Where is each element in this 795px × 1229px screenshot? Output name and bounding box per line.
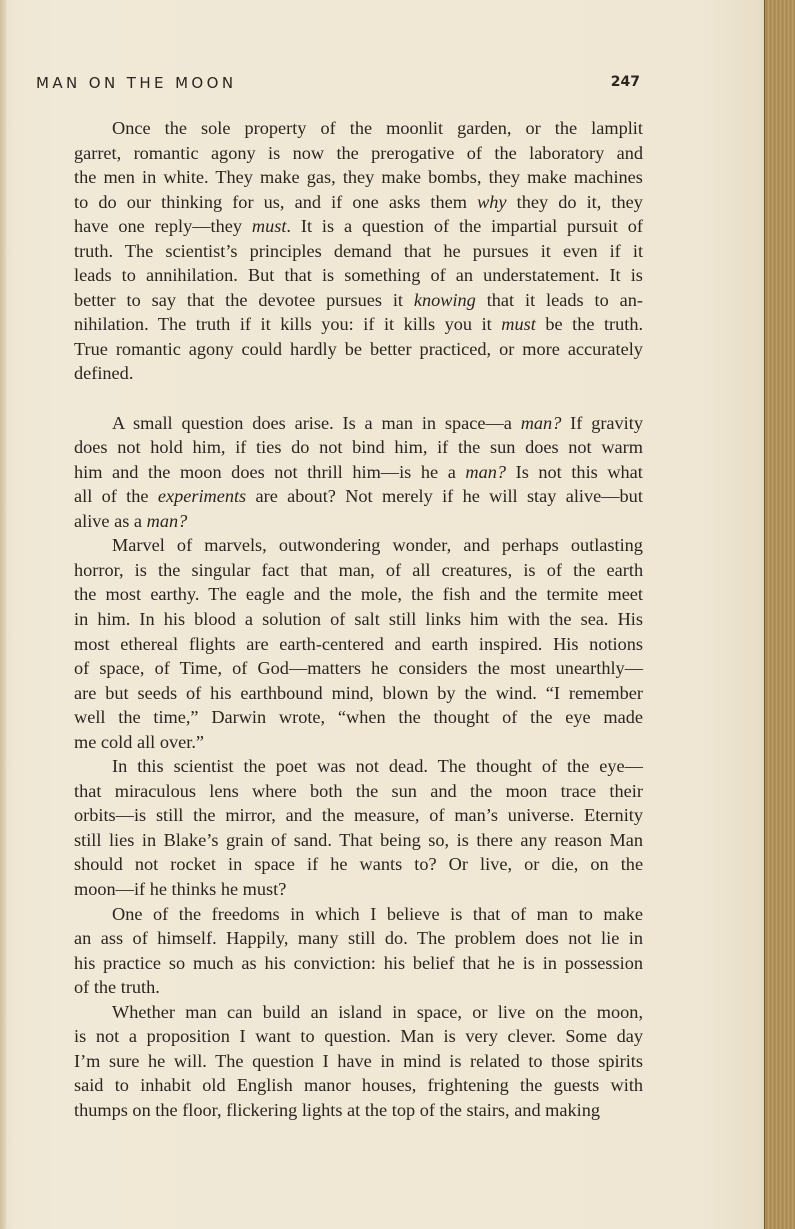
text-line: me cold all over.”	[74, 731, 205, 752]
running-head: MAN ON THE MOON	[36, 74, 237, 92]
text-line: of the truth.	[74, 977, 160, 998]
page-header	[36, 74, 640, 96]
text-line: are but seeds of his earthbound mind, blown by the wind. “I remember	[74, 682, 643, 703]
text-line: most ethereal flights are earth-centered and earth inspired. His notions	[74, 633, 644, 654]
text-line: In this scientist the poet was not dead. The thought of the eye—	[112, 756, 643, 777]
text-line: Marvel of marvels, outwondering wonder, and perhaps outlasting	[112, 535, 643, 556]
italic-word: must	[501, 314, 536, 335]
text-line: horror, is the singular fact that man, of all creatures, is of the earth	[74, 559, 644, 580]
text-line: thumps on the floor, flickering lights at the top of the stairs, and making	[74, 1099, 601, 1120]
paragraph	[36, 754, 643, 901]
text-line: A small question does arise. Is a man in space—a man? If gravity	[112, 412, 643, 433]
text-line: all of the experiments are about? Not merely if he will stay alive—but	[74, 486, 643, 507]
italic-word: man?	[146, 510, 188, 531]
text-line: to do our thinking for us, and if one asks them why they do it, they	[74, 191, 643, 212]
text-line: the men in white. They make gas, they make bombs, they make machines	[74, 167, 643, 188]
text-line: garret, romantic agony is now the prerogative of the laboratory and	[74, 142, 644, 163]
text-line: Whether man can build an island in space, or live on the moon,	[112, 1001, 644, 1022]
italic-word: man?	[520, 412, 562, 433]
text-line: in him. In his blood a solution of salt still links him with the sea. His	[74, 608, 643, 629]
italic-word: experiments	[157, 486, 247, 507]
paragraph	[36, 411, 643, 534]
paragraph	[36, 1000, 643, 1123]
paragraph	[36, 533, 643, 754]
text-line: should not rocket in space if he wants to? Or live, or die, on the	[74, 854, 644, 875]
text-line: I’m sure he will. The question I have in mind is related to those spirits	[74, 1050, 643, 1071]
text-line: have one reply—they must. It is a question of the impartial pursuit of	[74, 216, 643, 237]
text-line: Once the sole property of the moonlit garden, or the lamplit	[112, 118, 643, 138]
italic-word: knowing	[413, 289, 476, 310]
text-line: of space, of Time, of God—matters he considers the most unearthly—	[74, 658, 643, 679]
page-gutter	[0, 0, 6, 1229]
text-line: defined.	[74, 363, 134, 384]
text-line: him and the moon does not thrill him—is he a man? Is not this what	[74, 461, 643, 482]
text-line: truth. The scientist’s principles demand that he pursues it even if it	[74, 240, 644, 261]
text-line: One of the freedoms in which I believe is that of man to make	[112, 903, 643, 924]
italic-word: man?	[465, 461, 507, 482]
text-line: well the time,” Darwin wrote, “when the thought of the eye made	[74, 707, 643, 728]
page-number: 247	[610, 74, 640, 90]
text-line: his practice so much as his conviction: his belief that he is in possession	[74, 952, 643, 973]
text-line: said to inhabit old English manor houses, frightening the guests with	[74, 1075, 644, 1096]
body-text	[36, 116, 643, 1122]
text-line: an ass of himself. Happily, many still do. The problem does not lie in	[74, 928, 644, 949]
text-line: better to say that the devotee pursues it knowing that it leads to an-	[74, 289, 643, 310]
paragraph	[36, 116, 643, 386]
text-line: is not a proposition I want to question. Man is very clever. Some day	[74, 1026, 644, 1047]
text-line: moon—if he thinks he must?	[74, 879, 287, 899]
text-line: that miraculous lens where both the sun and the moon trace their	[74, 780, 643, 801]
text-line: nihilation. The truth if it kills you: if it kills you it must be the truth.	[74, 314, 644, 335]
italic-word: must	[251, 216, 287, 237]
text-line: orbits—is still the mirror, and the measure, of man’s universe. Eternity	[74, 805, 643, 826]
text-line: leads to annihilation. But that is something of an understatement. It is	[74, 265, 643, 286]
text-line: True romantic agony could hardly be better practiced, or more accurately	[74, 338, 643, 359]
text-line: the most earthy. The eagle and the mole, the fish and the termite meet	[74, 584, 643, 605]
paragraph	[36, 902, 643, 1000]
italic-word: why	[477, 191, 507, 212]
page-edges	[764, 0, 795, 1229]
text-line: does not hold him, if ties do not bind him, if the sun does not warm	[74, 437, 643, 458]
text-line: alive as a man?	[74, 510, 188, 531]
text-line: still lies in Blake’s grain of sand. That being so, is there any reason Man	[74, 829, 644, 850]
